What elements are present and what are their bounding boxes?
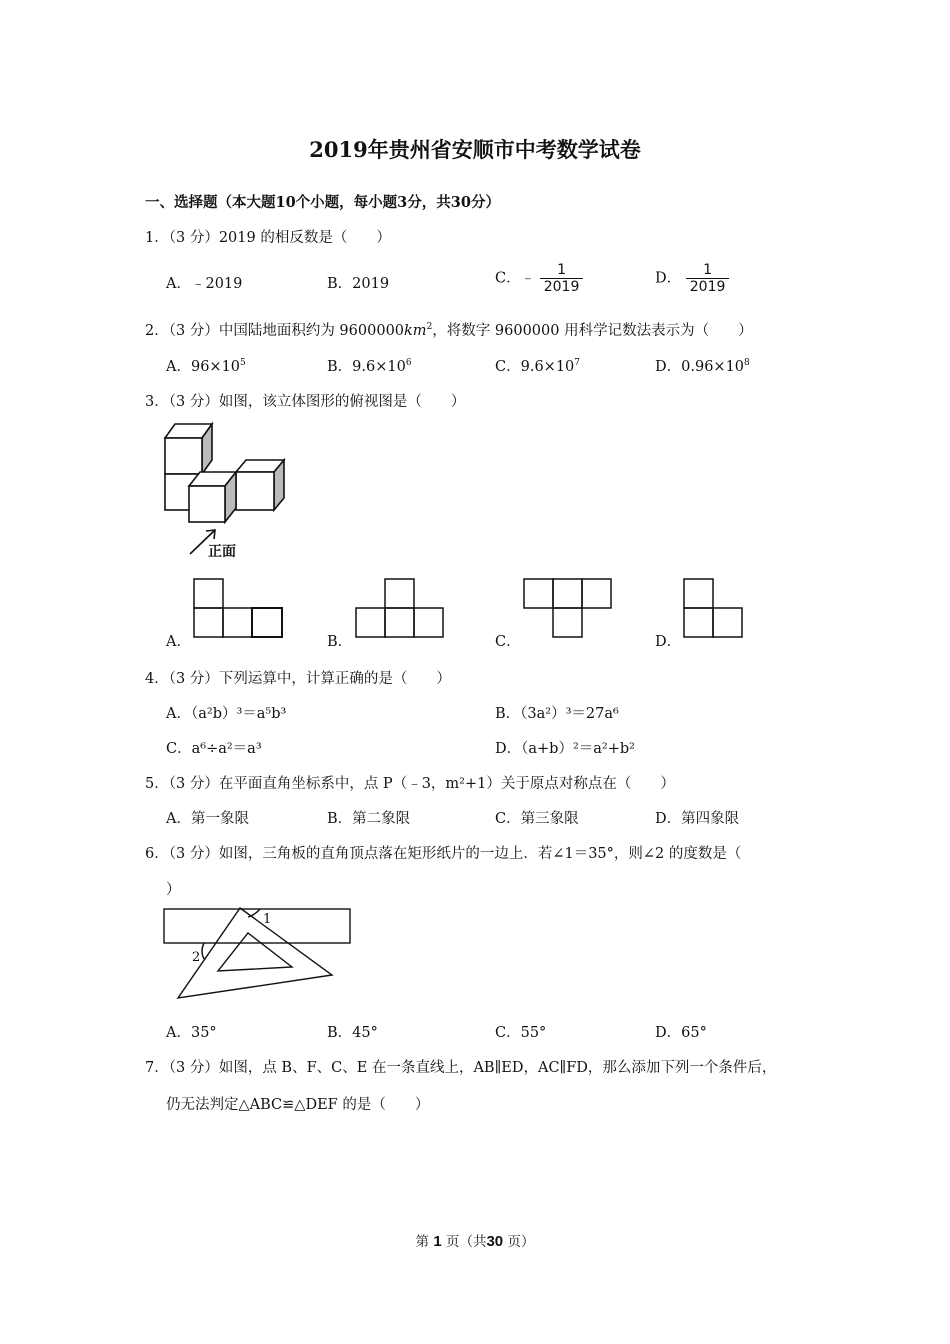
q4-option-b[interactable]: B．（3a²）³＝27a⁶ xyxy=(495,706,619,722)
question-6: 6．（3 分）如图，三角板的直角顶点落在矩形纸片的一边上．若∠1＝35°，则∠2 的度数是（ xyxy=(145,846,742,862)
q5-option-c[interactable]: C．第三象限 xyxy=(495,811,579,827)
fraction: $\frac{1}{2019}$ xyxy=(540,262,584,295)
angle-1-arc xyxy=(248,909,260,917)
q6-option-d[interactable]: D．65° xyxy=(655,1025,707,1041)
page-title: 2019年贵州省安顺市中考数学试卷 xyxy=(309,137,641,162)
q3-option-b-figure xyxy=(355,578,445,640)
q6-option-a[interactable]: A．35° xyxy=(166,1025,217,1041)
q4-option-c[interactable]: C．a⁶÷a²＝a³ xyxy=(166,741,262,757)
question-7: 7．（3 分）如图，点 B、F、C、E 在一条直线上，AB∥ED，AC∥FD，那么添加下列一个条件后， xyxy=(145,1060,777,1076)
question-7-continued: 仍无法判定△ABC≌△DEF 的是（ ） xyxy=(166,1097,430,1113)
triangle-inner xyxy=(218,933,292,971)
q3-option-b[interactable]: B． xyxy=(327,634,353,650)
q3-option-c-figure xyxy=(523,578,613,640)
q2-option-b[interactable]: B．$9.6\times 10^6$ xyxy=(327,358,412,375)
q1-option-b[interactable]: B．2019 xyxy=(327,276,390,292)
question-3: 3．（3 分）如图，该立体图形的俯视图是（ ） xyxy=(145,394,466,410)
q3-option-d[interactable]: D． xyxy=(655,634,682,650)
question-6-continued: ） xyxy=(166,882,181,898)
q4-option-a[interactable]: A．（a²b）³＝a⁵b³ xyxy=(166,706,287,722)
fraction: $\frac{1}{2019}$ xyxy=(686,262,730,295)
angle-1-label: 1 xyxy=(263,912,272,927)
question-5: 5．（3 分）在平面直角坐标系中，点 P（﹣3，m²+1）关于原点对称点在（ ） xyxy=(145,776,675,792)
question-4: 4．（3 分）下列运算中，计算正确的是（ ） xyxy=(145,671,451,687)
q3-option-a-figure xyxy=(193,578,285,640)
q6-option-c[interactable]: C．55° xyxy=(495,1025,547,1041)
q2-option-c[interactable]: C．$9.6\times 10^7$ xyxy=(495,358,581,375)
q4-option-d[interactable]: D．（a+b）²＝a²+b² xyxy=(495,741,635,757)
question-2: 2．（3 分）中国陆地面积约为 $9600000km^2$，将数字 9600000 用科学记数法表示为（ ） xyxy=(145,322,753,339)
q1-option-a[interactable]: A．﹣2019 xyxy=(166,276,243,292)
q2-option-d[interactable]: D．$0.96\times 10^8$ xyxy=(655,358,750,375)
q5-option-a[interactable]: A．第一象限 xyxy=(166,811,249,827)
q3-option-a[interactable]: A． xyxy=(166,634,191,650)
q1-option-d[interactable]: D． $\frac{1}{2019}$ xyxy=(655,262,729,295)
cube-stack-figure xyxy=(160,420,290,565)
q2-option-a[interactable]: A．$96\times 10^5$ xyxy=(166,358,246,375)
angle-2-label: 2 xyxy=(192,950,201,965)
question-1: 1．（3 分）2019 的相反数是（ ） xyxy=(145,230,391,246)
q5-option-d[interactable]: D．第四象限 xyxy=(655,811,740,827)
angle-2-arc xyxy=(202,943,204,959)
q3-option-c[interactable]: C． xyxy=(495,634,521,650)
rectangle-paper xyxy=(164,909,350,943)
q5-option-b[interactable]: B．第二象限 xyxy=(327,811,411,827)
q1-option-c[interactable]: C．﹣ $\frac{1}{2019}$ xyxy=(495,262,583,295)
q6-option-b[interactable]: B．45° xyxy=(327,1025,378,1041)
triangle-ruler-figure xyxy=(160,905,360,1005)
triangle-outer xyxy=(178,908,332,998)
page-footer: 第 1 页（共30 页） xyxy=(415,1233,535,1250)
front-label: 正面 xyxy=(208,544,236,560)
q3-option-d-figure xyxy=(683,578,745,640)
section-heading: 一、选择题（本大题10个小题，每小题3分，共30分） xyxy=(145,194,500,211)
